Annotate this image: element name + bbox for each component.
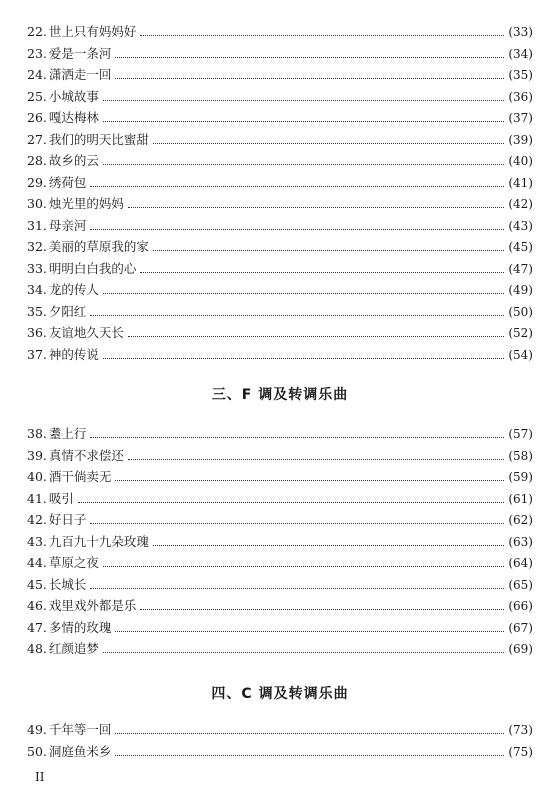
entry-title: 酒干倘卖无: [48, 469, 112, 484]
toc-entry[interactable]: [27, 345, 533, 365]
entry-title: 耋上行: [48, 426, 87, 441]
dot-leader: [103, 357, 504, 359]
entry-number: 31.: [27, 217, 47, 233]
dot-leader: [103, 120, 504, 122]
entry-number: 48.: [27, 641, 47, 656]
entry-page: (73): [508, 723, 533, 737]
toc-entry[interactable]: [27, 237, 533, 257]
entry-number: 38.: [27, 426, 47, 441]
entry-title: 好日子: [48, 512, 87, 527]
entry-page: (37): [508, 111, 533, 125]
toc-entry[interactable]: [27, 489, 533, 509]
dot-leader: [90, 185, 504, 187]
dot-leader: [115, 56, 504, 58]
toc-entry[interactable]: [27, 720, 533, 740]
entry-number: 27.: [27, 131, 47, 147]
toc-entry[interactable]: [27, 173, 533, 193]
entry-number: 29.: [27, 174, 47, 190]
entry-number: 42.: [27, 512, 47, 527]
entry-title: 故乡的云: [48, 153, 99, 168]
entry-title: 绣荷包: [48, 174, 87, 190]
dot-leader: [90, 228, 504, 230]
toc-entry[interactable]: [27, 280, 533, 300]
toc-entry[interactable]: [27, 65, 533, 85]
dot-leader: [153, 142, 504, 144]
entry-number: 36.: [27, 325, 47, 340]
entry-title: 世上只有妈妈好: [48, 24, 137, 39]
entry-number: 28.: [27, 153, 47, 168]
entry-number: 50.: [27, 743, 47, 759]
toc-entry[interactable]: [27, 302, 533, 322]
entry-title: 千年等一回: [48, 722, 112, 737]
entry-title: 夕阳红: [48, 303, 87, 319]
dot-leader: [115, 732, 504, 734]
dot-leader: [78, 501, 504, 503]
entry-number: 25.: [27, 88, 47, 104]
entry-page: (40): [508, 154, 533, 168]
entry-page: (43): [508, 218, 533, 233]
entry-title: 戏里戏外都是乐: [48, 598, 137, 613]
entry-title: 九百九十九朵玫瑰: [48, 533, 149, 549]
toc-entry[interactable]: [27, 87, 533, 107]
entry-page: (66): [508, 599, 533, 613]
dot-leader: [140, 271, 504, 273]
entry-title: 母亲河: [48, 217, 87, 233]
dot-leader: [140, 608, 504, 610]
section-heading-c-key: 四、C 调及转调乐曲: [211, 686, 349, 702]
entry-title: 友谊地久天长: [48, 325, 124, 340]
entry-page: (33): [508, 25, 533, 39]
entry-number: 49.: [27, 722, 47, 737]
dot-leader: [103, 651, 504, 653]
toc-entry[interactable]: [27, 596, 533, 616]
dot-leader: [128, 206, 504, 208]
toc-entry[interactable]: [27, 639, 533, 659]
entry-page: (36): [508, 89, 533, 104]
entry-page: (59): [508, 470, 533, 484]
entry-title: 龙的传人: [48, 282, 99, 297]
entry-title: 洞庭鱼米乡: [48, 743, 112, 759]
entry-page: (58): [508, 448, 533, 463]
entry-number: 37.: [27, 346, 47, 362]
toc-entry[interactable]: [27, 553, 533, 573]
toc-entry[interactable]: [27, 194, 533, 214]
toc-entry[interactable]: [27, 618, 533, 638]
entry-page: (64): [508, 556, 533, 570]
entry-number: 23.: [27, 45, 47, 61]
toc-entry[interactable]: [27, 742, 533, 762]
entry-number: 46.: [27, 598, 47, 613]
entry-number: 30.: [27, 196, 47, 211]
dot-leader: [153, 544, 504, 546]
toc-entry[interactable]: [27, 510, 533, 530]
toc-entry[interactable]: [27, 216, 533, 236]
toc-entry[interactable]: [27, 532, 533, 552]
entry-page: (54): [508, 347, 533, 362]
section-heading-f-key: 三、F 调及转调乐曲: [211, 387, 349, 403]
entry-page: (41): [508, 175, 533, 190]
entry-page: (42): [508, 197, 533, 211]
toc-entry[interactable]: [27, 151, 533, 171]
dot-leader: [115, 77, 504, 79]
entry-number: 35.: [27, 303, 47, 319]
dot-leader: [128, 335, 504, 337]
entry-page: (45): [508, 240, 533, 254]
entry-title: 嘎达梅林: [48, 110, 99, 125]
dot-leader: [103, 99, 504, 101]
entry-title: 红颜追梦: [48, 641, 99, 656]
dot-leader: [90, 314, 504, 316]
entry-title: 爱是一条河: [48, 45, 112, 61]
entry-number: 40.: [27, 469, 47, 484]
entry-page: (63): [508, 534, 533, 549]
dot-leader: [90, 436, 504, 438]
toc-entry[interactable]: [27, 22, 533, 42]
entry-title: 小城故事: [48, 88, 99, 104]
entry-page: (75): [508, 744, 533, 759]
entry-page: (39): [508, 132, 533, 147]
entry-number: 41.: [27, 490, 47, 506]
entry-title: 长城长: [48, 576, 87, 592]
entry-number: 24.: [27, 67, 47, 82]
dot-leader: [103, 565, 504, 567]
toc-entry[interactable]: [27, 575, 533, 595]
entry-number: 45.: [27, 576, 47, 592]
entry-page: (69): [508, 642, 533, 656]
entry-title: 明明白白我的心: [48, 260, 137, 276]
entry-title: 我们的明天比蜜甜: [48, 131, 149, 147]
entry-page: (52): [508, 326, 533, 340]
entry-page: (50): [508, 304, 533, 319]
entry-title: 潇洒走一回: [48, 67, 112, 82]
entry-title: 真情不求偿还: [48, 447, 124, 463]
entry-page: (34): [508, 46, 533, 61]
dot-leader: [103, 292, 504, 294]
entry-number: 43.: [27, 533, 47, 549]
entry-page: (49): [508, 283, 533, 297]
entry-page: (67): [508, 620, 533, 635]
page-number-mark: II: [35, 770, 45, 784]
entry-page: (35): [508, 68, 533, 82]
entry-number: 47.: [27, 619, 47, 635]
entry-page: (57): [508, 427, 533, 441]
entry-number: 22.: [27, 24, 47, 39]
dot-leader: [115, 479, 504, 481]
toc-entry[interactable]: [27, 259, 533, 279]
dot-leader: [115, 754, 504, 756]
toc-entry[interactable]: [27, 130, 533, 150]
entry-number: 26.: [27, 110, 47, 125]
toc-entry[interactable]: [27, 446, 533, 466]
toc-entry[interactable]: [27, 108, 533, 128]
entry-number: 39.: [27, 447, 47, 463]
dot-leader: [128, 458, 504, 460]
entry-number: 34.: [27, 282, 47, 297]
dot-leader: [90, 522, 504, 524]
entry-title: 烛光里的妈妈: [48, 196, 124, 211]
entry-number: 33.: [27, 260, 47, 276]
dot-leader: [103, 163, 504, 165]
entry-page: (61): [508, 491, 533, 506]
entry-page: (47): [508, 261, 533, 276]
entry-title: 美丽的草原我的家: [48, 239, 149, 254]
entry-title: 吸引: [48, 490, 74, 506]
dot-leader: [115, 630, 504, 632]
toc-entry[interactable]: [27, 467, 533, 487]
entry-page: (65): [508, 577, 533, 592]
entry-title: 草原之夜: [48, 555, 99, 570]
entry-title: 多情的玫瑰: [48, 619, 112, 635]
toc-entry[interactable]: [27, 424, 533, 444]
dot-leader: [153, 249, 504, 251]
dot-leader: [90, 587, 504, 589]
entry-title: 神的传说: [48, 346, 99, 362]
dot-leader: [140, 34, 504, 36]
entry-number: 32.: [27, 239, 47, 254]
entry-number: 44.: [27, 555, 47, 570]
toc-entry[interactable]: [27, 44, 533, 64]
entry-page: (62): [508, 513, 533, 527]
toc-entry[interactable]: [27, 323, 533, 343]
